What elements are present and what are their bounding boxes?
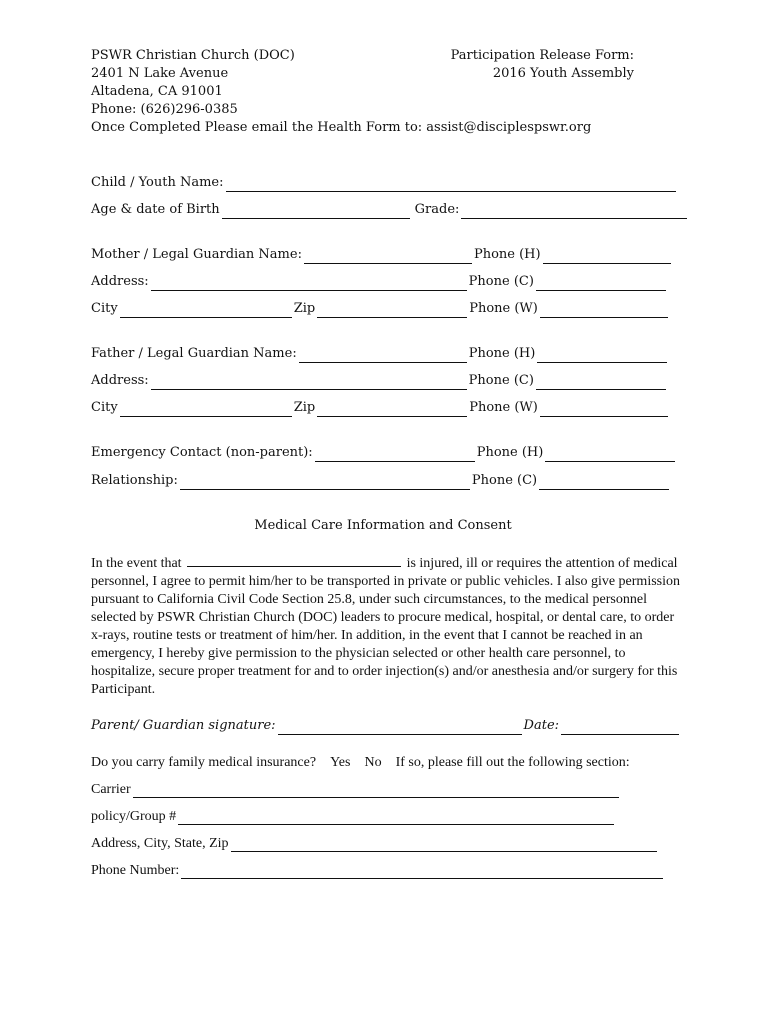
date-field[interactable]	[561, 721, 679, 735]
emergency-contact-row	[91, 444, 681, 462]
mother-phone-w-label: Phone (W)	[469, 301, 538, 316]
form-header	[91, 47, 681, 139]
carrier-label: Carrier	[91, 782, 131, 797]
father-address-row	[91, 372, 681, 390]
mother-city-row	[91, 300, 681, 318]
carrier-row	[91, 780, 681, 798]
father-phone-h-label: Phone (H)	[468, 346, 536, 361]
participant-name-blank[interactable]	[187, 554, 401, 567]
father-phone-w-field[interactable]	[540, 403, 668, 417]
emergency-contact-field[interactable]	[315, 448, 475, 462]
emergency-phone-h-label: Phone (H)	[476, 445, 544, 460]
father-city-row	[91, 399, 681, 417]
insurer-address-field[interactable]	[231, 838, 657, 852]
form-title: Participation Release Form:	[450, 48, 634, 63]
grade-field[interactable]	[461, 205, 687, 219]
mother-phone-h-field[interactable]	[543, 250, 671, 264]
father-zip-field[interactable]	[317, 403, 467, 417]
insurer-address-row	[91, 834, 681, 852]
church-phone: Phone: (626)296-0385	[91, 102, 238, 117]
form-title-block	[451, 47, 634, 83]
church-name: PSWR Christian Church (DOC)	[91, 48, 295, 63]
mother-city-label: City	[91, 301, 118, 316]
father-name-field[interactable]	[299, 349, 467, 363]
age-dob-label: Age & date of Birth	[91, 202, 220, 217]
mother-name-field[interactable]	[304, 250, 472, 264]
guardian-signature-field[interactable]	[278, 721, 522, 735]
policy-label: policy/Group #	[91, 809, 177, 824]
father-address-field[interactable]	[151, 376, 467, 390]
insurance-section	[91, 753, 681, 879]
mother-name-row	[91, 246, 681, 264]
father-phone-h-field[interactable]	[537, 349, 667, 363]
father-phone-c-label: Phone (C)	[468, 373, 534, 388]
father-phone-c-field[interactable]	[536, 376, 666, 390]
mother-section	[91, 246, 681, 318]
mother-address-field[interactable]	[151, 277, 467, 291]
insurer-phone-field[interactable]	[181, 865, 663, 879]
child-name-field[interactable]	[226, 178, 676, 192]
consent-body: is injured, ill or requires the attention of medical personnel, I agree to permit him/her to be transported in private or public vehicles. I also give permission pursuant to California Civil Code Section 25.8, under such circumstances, to the medical personnel selected by PSWR Christian Church (DOC) leaders to procure medical, hospital, or dental care, to order x-rays, routine tests or treatment of him/her. In addition, in the event that I cannot be reached in an emergency, I hereby give permission to the physician selected or other health care personnel, to hospitalize, secure proper treatment for and to order injection(s) and/or anesthesia and/or surgery for this Participant.	[91, 556, 680, 697]
mother-name-label: Mother / Legal Guardian Name:	[91, 247, 302, 262]
mother-phone-w-field[interactable]	[540, 304, 668, 318]
consent-intro: In the event that	[91, 556, 182, 571]
church-address: 2401 N Lake Avenue	[91, 66, 229, 81]
church-city: Altadena, CA 91001	[91, 84, 223, 99]
mother-address-row	[91, 273, 681, 291]
insurer-phone-label: Phone Number:	[91, 863, 180, 878]
policy-field[interactable]	[178, 811, 614, 825]
mother-zip-label: Zip	[293, 301, 316, 316]
emergency-section	[91, 444, 681, 490]
father-section	[91, 345, 681, 417]
child-name-label: Child / Youth Name:	[91, 175, 224, 190]
grade-label: Grade:	[414, 202, 460, 217]
father-name-row	[91, 345, 681, 363]
insurance-question-row	[91, 753, 681, 771]
emergency-phone-c-label: Phone (C)	[471, 473, 538, 488]
mother-phone-c-field[interactable]	[536, 277, 666, 291]
medical-section-title: Medical Care Information and Consent	[254, 518, 512, 533]
insurance-yes-option[interactable]: Yes	[330, 755, 351, 770]
father-address-label: Address:	[91, 373, 149, 388]
relationship-row	[91, 472, 681, 490]
mother-phone-h-label: Phone (H)	[473, 247, 541, 262]
form-subtitle: 2016 Youth Assembly	[492, 66, 634, 81]
age-dob-field[interactable]	[222, 205, 410, 219]
mother-zip-field[interactable]	[317, 304, 467, 318]
mother-address-label: Address:	[91, 274, 149, 289]
date-label: Date:	[523, 718, 560, 733]
child-section	[91, 174, 681, 219]
mother-phone-c-label: Phone (C)	[468, 274, 534, 289]
policy-row	[91, 807, 681, 825]
insurance-question: Do you carry family medical insurance?	[91, 755, 317, 770]
relationship-field[interactable]	[180, 476, 470, 490]
insurance-followup: If so, please fill out the following section:	[395, 755, 630, 770]
age-grade-row	[91, 201, 681, 219]
father-city-label: City	[91, 400, 118, 415]
guardian-signature-label: Parent/ Guardian signature:	[91, 718, 276, 733]
father-phone-w-label: Phone (W)	[469, 400, 538, 415]
email-instruction: Once Completed Please email the Health Form to: assist@disciplespswr.org	[91, 120, 592, 135]
signature-row	[91, 717, 681, 735]
carrier-field[interactable]	[133, 784, 619, 798]
release-form-page	[91, 47, 681, 879]
insurer-address-label: Address, City, State, Zip	[91, 836, 229, 851]
father-city-field[interactable]	[120, 403, 292, 417]
mother-city-field[interactable]	[120, 304, 292, 318]
insurer-phone-row	[91, 861, 681, 879]
emergency-phone-h-field[interactable]	[545, 448, 675, 462]
emergency-contact-label: Emergency Contact (non-parent):	[91, 445, 313, 460]
insurance-no-option[interactable]: No	[364, 755, 382, 770]
consent-paragraph	[91, 554, 681, 699]
father-zip-label: Zip	[293, 400, 316, 415]
child-name-row	[91, 174, 681, 192]
relationship-label: Relationship:	[91, 473, 178, 488]
father-name-label: Father / Legal Guardian Name:	[91, 346, 297, 361]
emergency-phone-c-field[interactable]	[539, 476, 669, 490]
